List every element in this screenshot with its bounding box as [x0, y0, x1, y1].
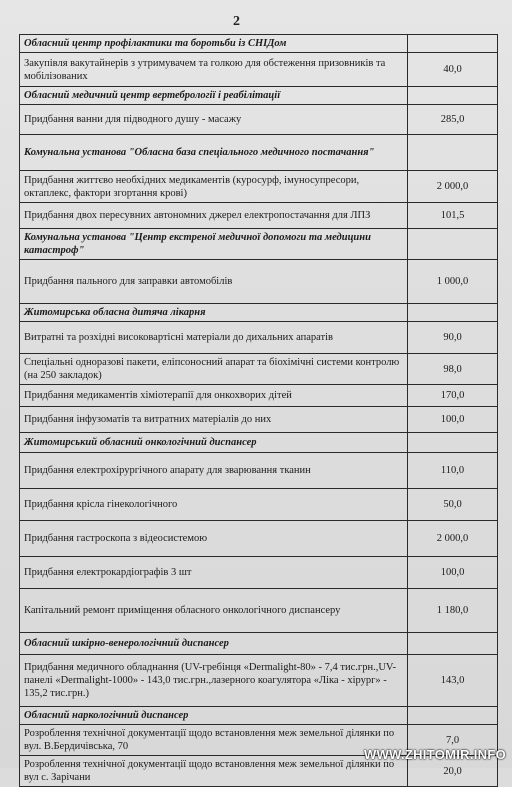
- section-row: [20, 229, 498, 260]
- amount-cell: 285,0: [408, 105, 498, 135]
- amount-cell: [408, 433, 498, 453]
- item-description: Розроблення технічної документації щодо встановлення меж земельної ділянки по вул. В.Бердичівська, 70: [20, 725, 408, 756]
- item-description: Розроблення технічної документації щодо встановлення меж земельної ділянки по вул с. Зарічани: [20, 756, 408, 787]
- section-row: [20, 633, 498, 655]
- item-row: [20, 53, 498, 87]
- item-row: [20, 589, 498, 633]
- item-row: [20, 407, 498, 433]
- item-description: Придбання двох пересувних автономних джерел електропостачання для ЛПЗ: [20, 203, 408, 229]
- item-row: [20, 453, 498, 489]
- item-row: [20, 260, 498, 304]
- amount-cell: 110,0: [408, 453, 498, 489]
- item-description: Придбання життєво необхідних медикаментів (куросурф, імуносупресори, октаплекс, фактори згортання крові): [20, 171, 408, 203]
- item-row: [20, 385, 498, 407]
- amount-cell: 1 000,0: [408, 260, 498, 304]
- item-description: Спеціальні одноразові пакети, еліпсоносний апарат та біохімічні системи контролю (на 250 закладок): [20, 354, 408, 385]
- amount-cell: [408, 87, 498, 105]
- amount-cell: 143,0: [408, 655, 498, 707]
- section-row: [20, 35, 498, 53]
- section-row: [20, 87, 498, 105]
- amount-cell: [408, 229, 498, 260]
- amount-cell: 20,0: [408, 756, 498, 787]
- amount-cell: 170,0: [408, 385, 498, 407]
- item-description: Придбання електрохірургічного апарату для зварювання тканин: [20, 453, 408, 489]
- budget-table: [19, 34, 498, 787]
- item-row: [20, 203, 498, 229]
- item-description: Придбання медикаментів хіміотерапії для онкохворих дітей: [20, 385, 408, 407]
- section-row: [20, 135, 498, 171]
- item-row: [20, 171, 498, 203]
- section-title: Комунальна установа "Обласна база спеціального медичного постачання": [20, 135, 408, 171]
- item-description: Придбання інфузоматів та витратних матеріалів до них: [20, 407, 408, 433]
- item-row: [20, 655, 498, 707]
- section-title: Обласний наркологічний диспансер: [20, 707, 408, 725]
- amount-cell: 40,0: [408, 53, 498, 87]
- amount-cell: [408, 35, 498, 53]
- section-row: [20, 433, 498, 453]
- item-row: [20, 557, 498, 589]
- item-description: Придбання пального для заправки автомобілів: [20, 260, 408, 304]
- budget-table-body: [20, 35, 498, 787]
- amount-cell: 100,0: [408, 557, 498, 589]
- section-title: Обласний медичний центр вертебрології і реабілітації: [20, 87, 408, 105]
- item-description: Витратні та розхідні високовартісні матеріали до дихальних апаратів: [20, 322, 408, 354]
- section-row: [20, 707, 498, 725]
- item-description: Придбання ванни для підводного душу - масажу: [20, 105, 408, 135]
- section-title: Комунальна установа "Центр екстреної медичної допомоги та медицини катастроф": [20, 229, 408, 260]
- item-row: [20, 521, 498, 557]
- item-description: Придбання медичного обладнання (UV-гребінця «Dermalight-80» - 7,4 тис.грн.,UV-панелі «Dermalight-1000» - 143,0 тис.грн.,лазерного коагулятора «Ліка - хірург» - 135,2 тис.грн.): [20, 655, 408, 707]
- amount-cell: 98,0: [408, 354, 498, 385]
- section-title: Житомирська обласна дитяча лікарня: [20, 304, 408, 322]
- item-row: [20, 105, 498, 135]
- item-description: Капітальний ремонт приміщення обласного онкологічного диспансеру: [20, 589, 408, 633]
- amount-cell: 101,5: [408, 203, 498, 229]
- section-title: Обласний шкірно-венерологічний диспансер: [20, 633, 408, 655]
- item-row: [20, 322, 498, 354]
- item-description: Придбання крісла гінекологічного: [20, 489, 408, 521]
- amount-cell: [408, 707, 498, 725]
- site-watermark: WWW.ZHITOMIR.INFO: [363, 747, 506, 762]
- amount-cell: [408, 135, 498, 171]
- section-row: [20, 304, 498, 322]
- item-description: Придбання гастроскопа з відеосистемою: [20, 521, 408, 557]
- amount-cell: 90,0: [408, 322, 498, 354]
- amount-cell: [408, 304, 498, 322]
- amount-cell: [408, 633, 498, 655]
- section-title: Обласний центр профілактики та боротьби із СНІДом: [20, 35, 408, 53]
- amount-cell: 100,0: [408, 407, 498, 433]
- amount-cell: 1 180,0: [408, 589, 498, 633]
- item-row: [20, 489, 498, 521]
- amount-cell: 2 000,0: [408, 521, 498, 557]
- item-description: Закупівля вакутайнерів з утримувачем та голкою для обстеження призовників та мобілізованих: [20, 53, 408, 87]
- item-row: [20, 354, 498, 385]
- amount-cell: 50,0: [408, 489, 498, 521]
- amount-cell: 2 000,0: [408, 171, 498, 203]
- item-description: Придбання електрокардіографів 3 шт: [20, 557, 408, 589]
- section-title: Житомирський обласний онкологічний диспансер: [20, 433, 408, 453]
- page-number: 2: [233, 14, 240, 29]
- amount-cell: 7,0: [408, 725, 498, 756]
